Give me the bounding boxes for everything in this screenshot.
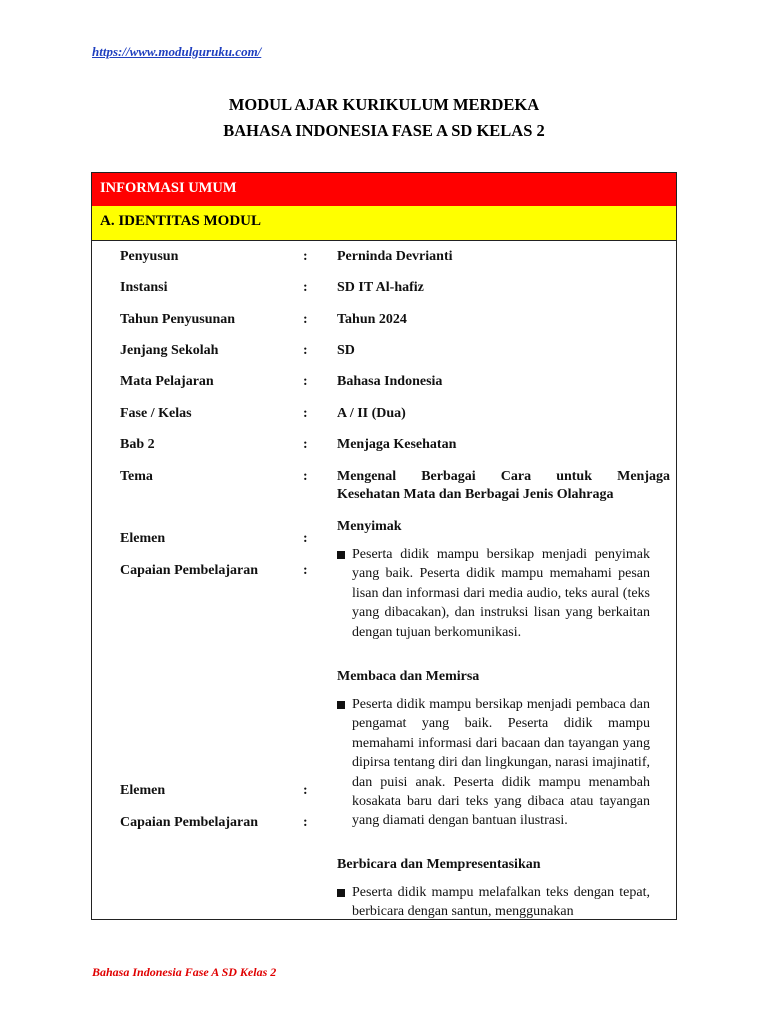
identity-table — [91, 172, 677, 920]
element-heading-menyimak: Menyimak — [337, 519, 402, 534]
capaian-colon: : — [303, 563, 308, 578]
square-bullet-icon — [337, 701, 345, 709]
row-colon: : — [303, 374, 308, 389]
row-label: Penyusun — [120, 249, 179, 264]
row-label: Mata Pelajaran — [120, 374, 214, 389]
capaian-label: Capaian Pembelajaran — [120, 563, 259, 578]
subsection-band-identitas-modul: A. IDENTITAS MODUL — [92, 206, 676, 241]
row-value-continued: Kesehatan Mata dan Berbagai Jenis Olahraga — [337, 487, 614, 502]
element-heading-membaca: Membaca dan Memirsa — [337, 669, 480, 684]
row-colon: : — [303, 406, 308, 421]
row-value: SD — [337, 343, 355, 358]
page-footer: Bahasa Indonesia Fase A SD Kelas 2 — [92, 965, 277, 979]
row-colon: : — [303, 437, 308, 452]
row-label: Tema — [120, 469, 153, 484]
square-bullet-icon — [337, 551, 345, 559]
bullet-text: Peserta didik mampu bersikap menjadi penyimak yang baik. Peserta didik mampu memahami pesan lisan dan informasi dari media audio, teks aural (teks yang dibacakan), dan instruksi lisan yang berkaitan dengan tujuan berkomunikasi. — [352, 547, 650, 640]
row-colon: : — [303, 469, 308, 484]
row-value: A / II (Dua) — [337, 406, 406, 421]
row-label: Tahun Penyusunan — [120, 312, 236, 327]
row-label: Bab 2 — [120, 437, 155, 452]
row-value: Mengenal Berbagai Cara untuk Menjaga — [337, 469, 670, 484]
row-value: Menjaga Kesehatan — [337, 437, 457, 452]
row-label: Fase / Kelas — [120, 406, 192, 421]
row-value: Bahasa Indonesia — [337, 374, 443, 389]
element-heading-berbicara: Berbicara dan Mempresentasikan — [337, 857, 541, 872]
row-colon: : — [303, 280, 308, 295]
row-colon: : — [303, 249, 308, 264]
row-colon: : — [303, 343, 308, 358]
elemen-colon: : — [303, 531, 308, 546]
row-colon: : — [303, 312, 308, 327]
row-value: Perninda Devrianti — [337, 249, 453, 264]
square-bullet-icon — [337, 889, 345, 897]
capaian-colon: : — [303, 815, 308, 830]
row-label: Jenjang Sekolah — [120, 343, 219, 358]
document-subtitle: BAHASA INDONESIA FASE A SD KELAS 2 — [223, 121, 545, 140]
capaian-label: Capaian Pembelajaran — [120, 815, 259, 830]
elemen-label: Elemen — [120, 783, 166, 798]
elemen-colon: : — [303, 783, 308, 798]
row-label: Instansi — [120, 280, 168, 295]
bullet-text: Peserta didik mampu bersikap menjadi pembaca dan pengamat yang baik. Peserta didik mampu memahami informasi dari bacaan dan tayangan yang dipirsa tentang diri dan lingkungan, narasi imajinatif, dan puisi anak. Peserta didik mampu menambah kosakata baru dari teks yang dibaca atau tayangan yang diamati dengan bantuan ilustrasi. — [352, 697, 650, 829]
header-link[interactable]: https://www.modulguruku.com/ — [92, 44, 262, 59]
element-bullet-membaca — [337, 695, 650, 831]
elemen-label: Elemen — [120, 531, 166, 546]
document-title: MODUL AJAR KURIKULUM MERDEKA — [228, 95, 540, 114]
element-bullet-berbicara — [337, 883, 650, 922]
bullet-text: Peserta didik mampu melafalkan teks dengan tepat, berbicara dengan santun, menggunakan — [352, 885, 650, 920]
row-value: SD IT Al-hafiz — [337, 280, 424, 295]
section-band-informasi-umum: INFORMASI UMUM — [92, 173, 676, 206]
row-value: Tahun 2024 — [337, 312, 407, 327]
element-bullet-menyimak — [337, 545, 650, 642]
